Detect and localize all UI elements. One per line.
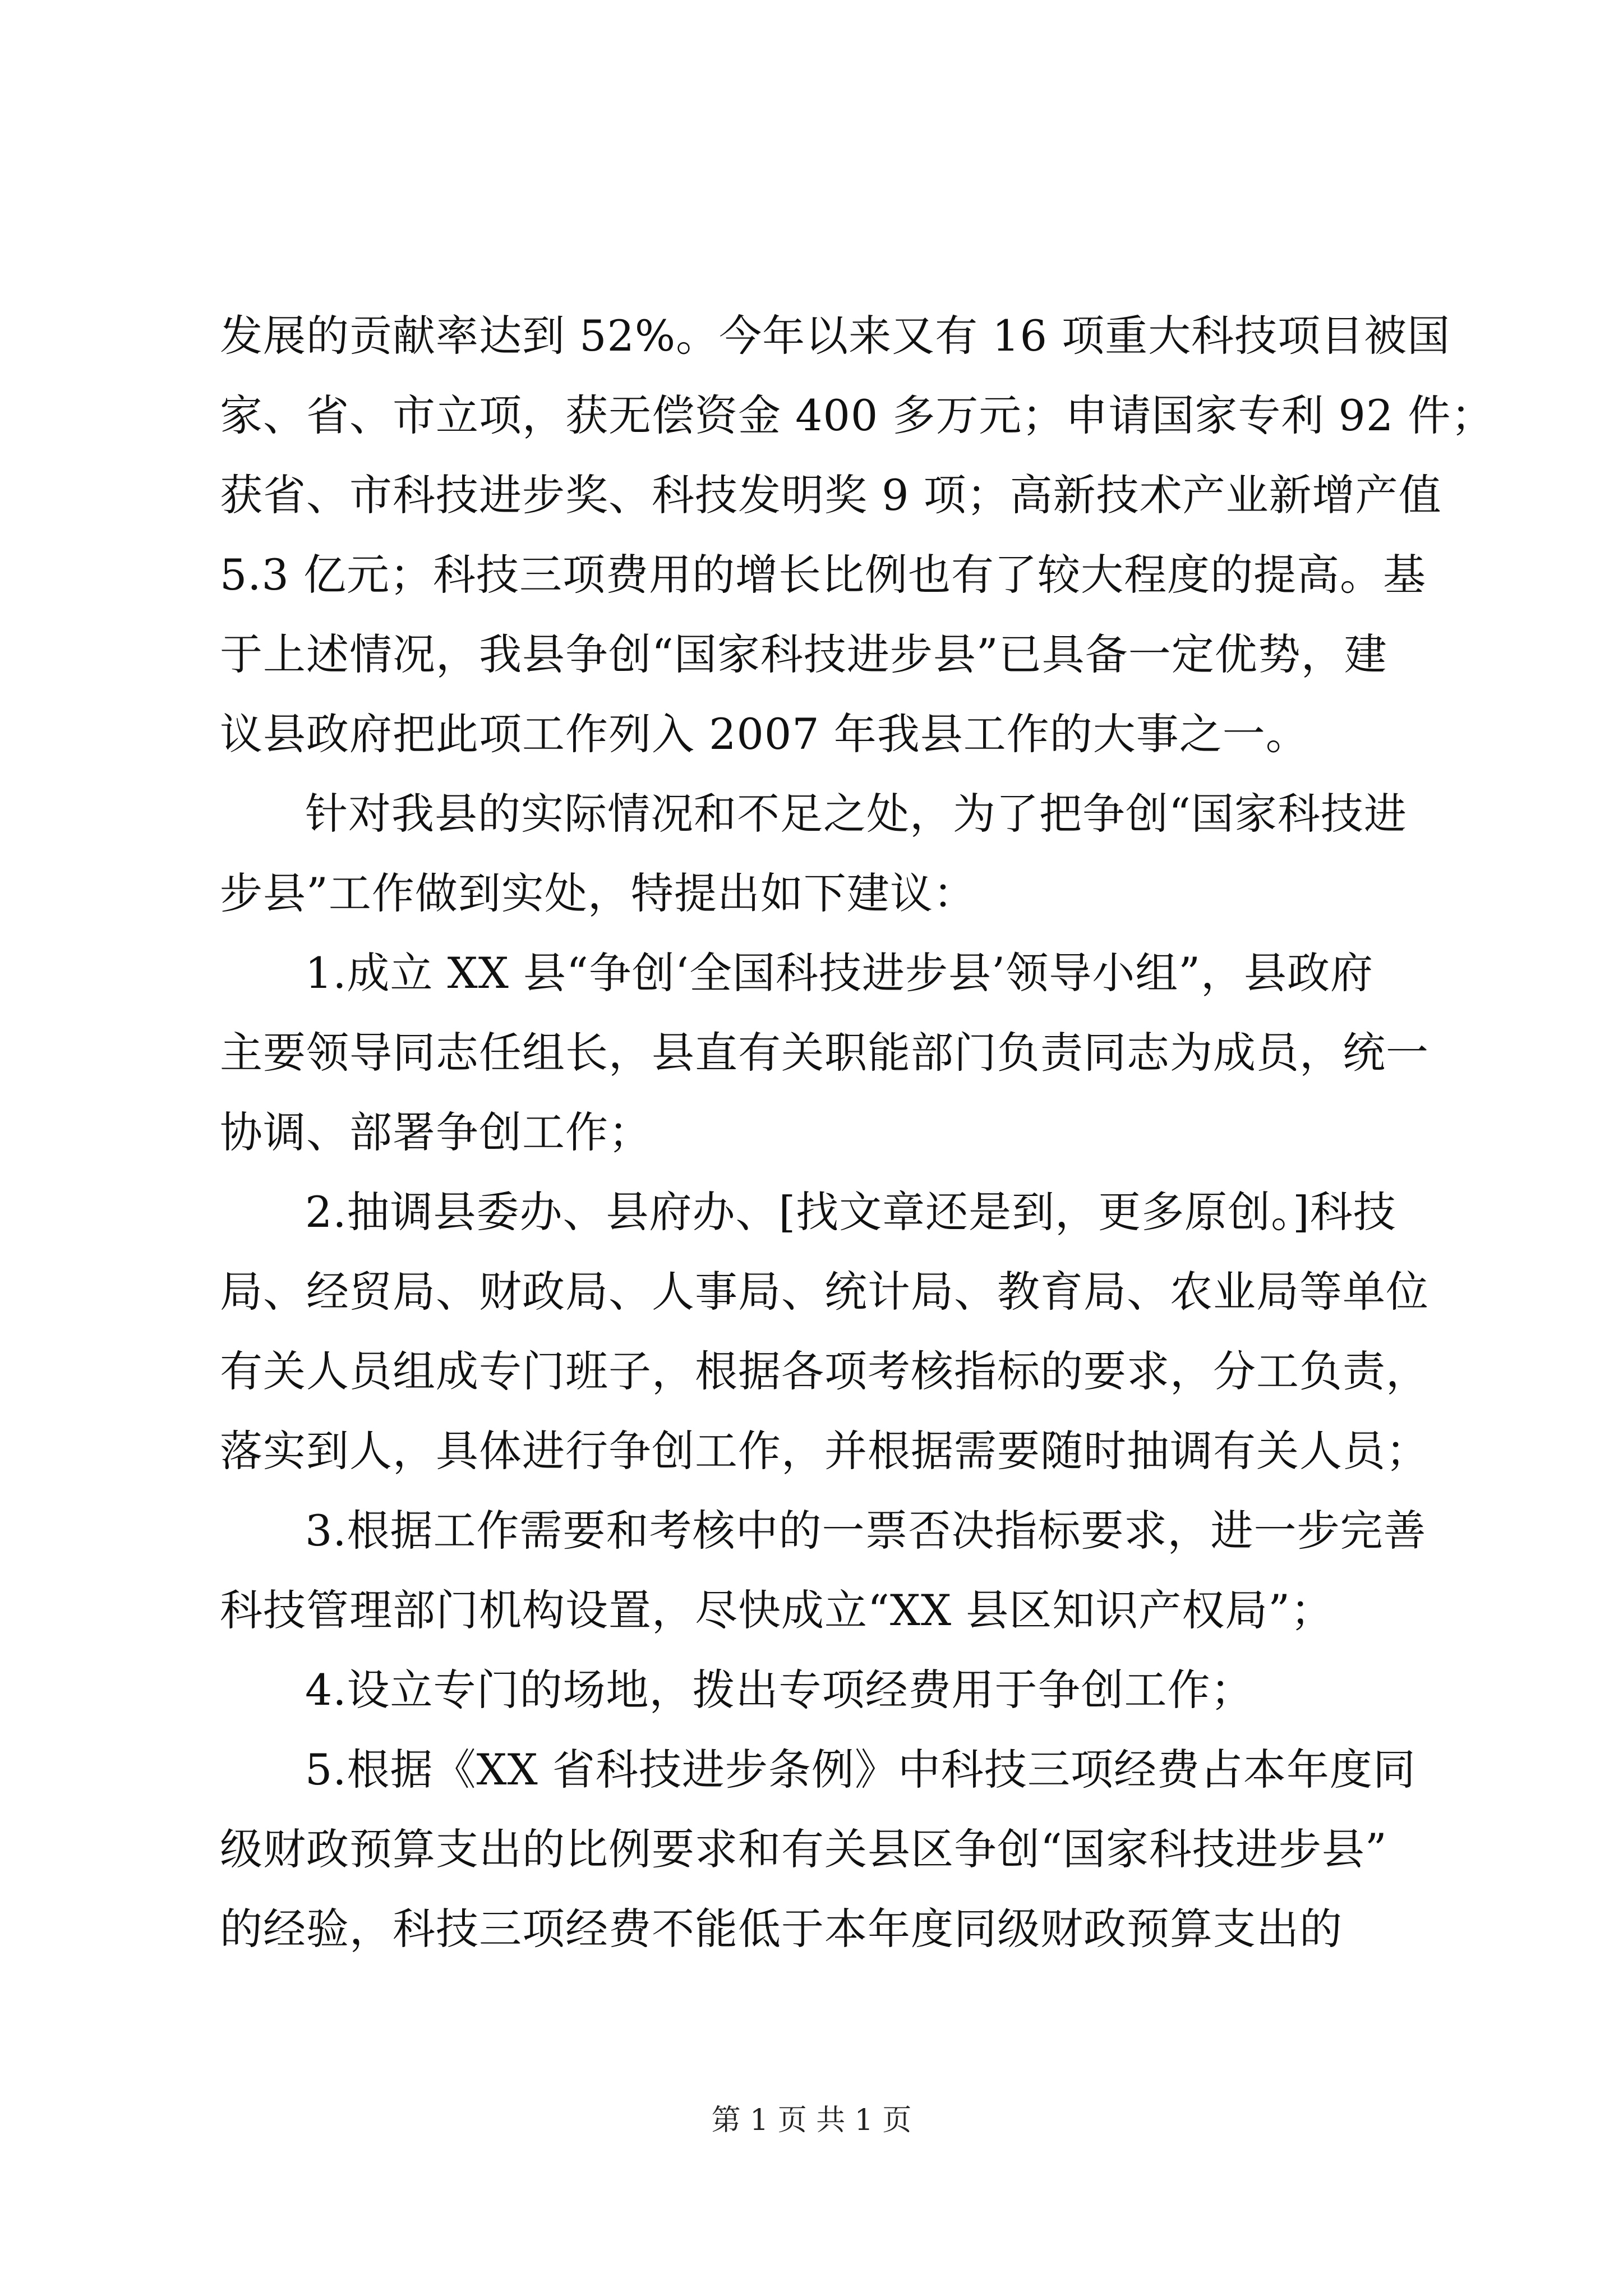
page-footer: 第 1 页 共 1 页: [711, 2104, 912, 2137]
text-line: 家、省、市立项，获无偿资金 400 多万元；申请国家专利 92 件；: [220, 390, 1495, 440]
text-line: 有关人员组成专门班子，根据各项考核指标的要求，分工负责，: [220, 1346, 1429, 1396]
document-body: [220, 296, 1495, 1969]
list-item-2-line: 2.抽调县委办、县府办、[找文章还是到，更多原创。]科技: [305, 1187, 1396, 1237]
text-line: 级财政预算支出的比例要求和有关县区争创“国家科技进步县”: [220, 1824, 1387, 1874]
paragraph-start-line: 针对我县的实际情况和不足之处，为了把争创“国家科技进: [305, 789, 1407, 839]
text-line: 科技管理部门机构设置，尽快成立“XX 县区知识产权局”；: [220, 1585, 1334, 1635]
text-line: 议县政府把此项工作列入 2007 年我县工作的大事之一。: [220, 709, 1309, 759]
text-line: 5.3 亿元；科技三项费用的增长比例也有了较大程度的提高。基: [220, 550, 1427, 600]
text-line: 主要领导同志任组长，县直有关职能部门负责同志为成员，统一: [220, 1028, 1429, 1078]
list-item-4-line: 4.设立专门的场地，拨出专项经费用于争创工作；: [305, 1665, 1254, 1715]
list-item-5-line: 5.根据《XX 省科技进步条例》中科技三项经费占本年度同: [305, 1745, 1416, 1795]
list-item-3-line: 3.根据工作需要和考核中的一票否决指标要求，进一步完善: [305, 1506, 1427, 1556]
text-line: 协调、部署争创工作；: [220, 1107, 652, 1157]
text-line: 落实到人，具体进行争创工作，并根据需要随时抽调有关人员；: [220, 1426, 1429, 1476]
text-line: 局、经贸局、财政局、人事局、统计局、教育局、农业局等单位: [220, 1267, 1429, 1317]
text-line: 发展的贡献率达到 52%。今年以来又有 16 项重大科技项目被国: [220, 311, 1451, 361]
text-line: 步县”工作做到实处，特提出如下建议：: [220, 868, 976, 918]
text-line: 的经验，科技三项经费不能低于本年度同级财政预算支出的: [220, 1904, 1343, 1954]
text-line: 获省、市科技进步奖、科技发明奖 9 项；高新技术产业新增产值: [220, 470, 1442, 520]
list-item-1-line: 1.成立 XX 县“争创‘全国科技进步县’领导小组”，县政府: [305, 948, 1374, 998]
text-line: 于上述情况，我县争创“国家科技进步县”已具备一定优势，建: [220, 629, 1387, 679]
